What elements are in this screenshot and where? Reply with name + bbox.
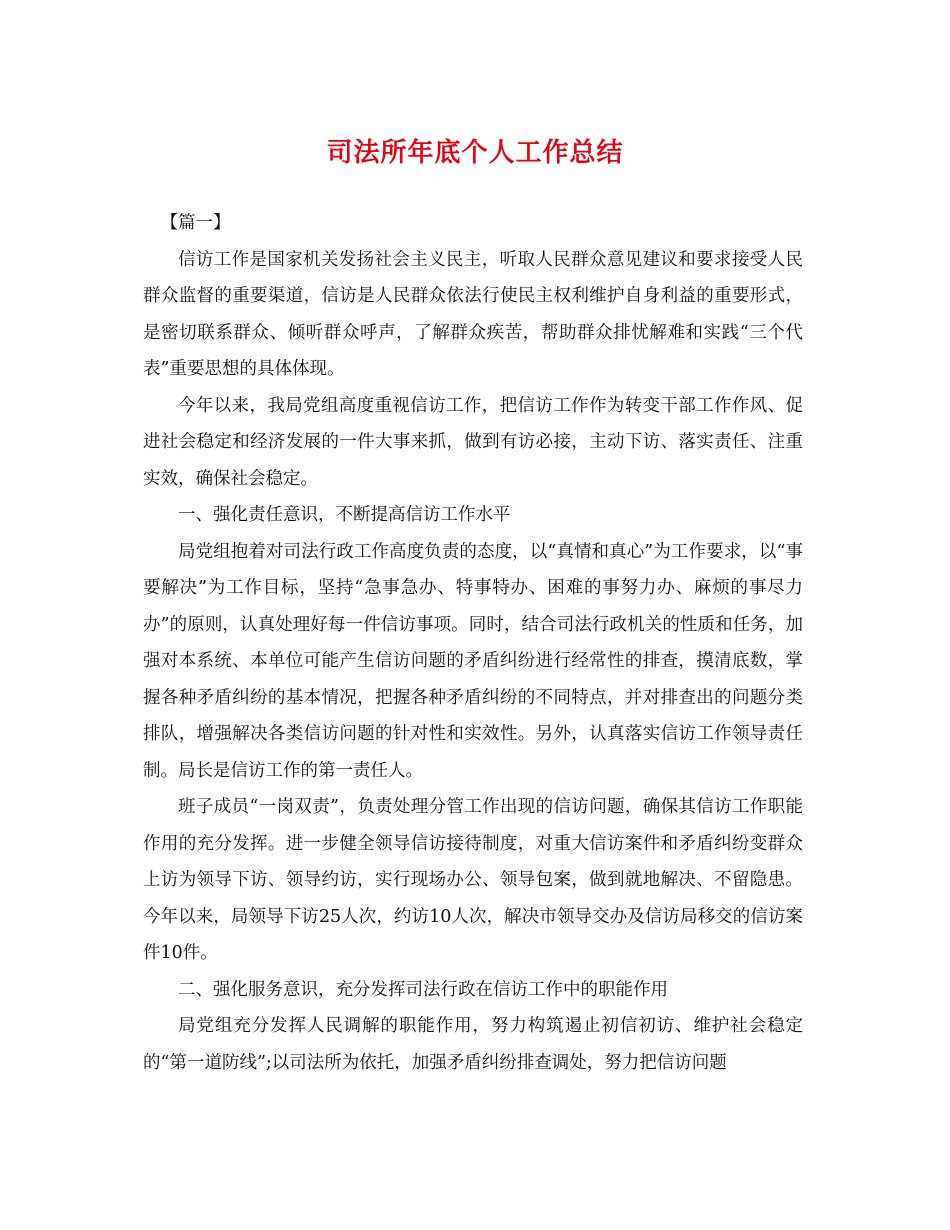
paragraph-responsibility: 局党组抱着对司法行政工作高度负责的态度，以“真情和真心”为工作要求，以“事要解决”为工作目标，坚持“急事急办、特事特办、困难的事努力办、麻烦的事尽力办”的原则，认真处理好每一件信访事项。同时，结合司法行政机关的性质和任务，加强对本系统、本单位可能产生信访问题的矛盾纠纷进行经常性的排查，摸清底数，掌握各种矛盾纠纷的基本情况，把握各种矛盾纠纷的不同特点，并对排查出的问题分类排队，增强解决各类信访问题的针对性和实效性。另外，认真落实信访工作领导责任制。局长是信访工作的第一责任人。	[143, 541, 803, 781]
paragraph-team-members: 班子成员“一岗双责”，负责处理分管工作出现的信访问题，确保其信访工作职能作用的充分发挥。进一步健全领导信访接待制度，对重大信访案件和矛盾纠纷变群众上访为领导下访、领导约访，实行现场办公、领导包案，做到就地解决、不留隐患。今年以来，局领导下访25人次，约访10人次，解决市领导交办及信访局移交的信访案件10件。	[143, 797, 803, 963]
document-body	[143, 205, 803, 1081]
paragraph-this-year: 今年以来，我局党组高度重视信访工作，把信访工作作为转变干部工作作风、促进社会稳定和经济发展的一件大事来抓，做到有访必接，主动下访、落实责任、注重实效，确保社会稳定。	[143, 395, 803, 489]
section-label: 【篇一】	[160, 213, 231, 233]
document-title: 司法所年底个人工作总结	[326, 138, 624, 168]
heading-section-one: 一、强化责任意识，不断提高信访工作水平	[178, 505, 511, 525]
paragraph-mediation: 局党组充分发挥人民调解的职能作用，努力构筑遏止初信初访、维护社会稳定的“第一道防线”;以司法所为依托，加强矛盾纠纷排查调处，努力把信访问题	[143, 1016, 803, 1073]
heading-section-two: 二、强化服务意识，充分发挥司法行政在信访工作中的职能作用	[178, 979, 668, 1000]
paragraph-intro: 信访工作是国家机关发扬社会主义民主，听取人民群众意见建议和要求接受人民群众监督的重要渠道，信访是人民群众依法行使民主权利维护自身利益的重要形式，是密切联系群众、倾听群众呼声，了解群众疾苦，帮助群众排忧解难和实践“三个代表”重要思想的具体体现。	[143, 249, 803, 379]
